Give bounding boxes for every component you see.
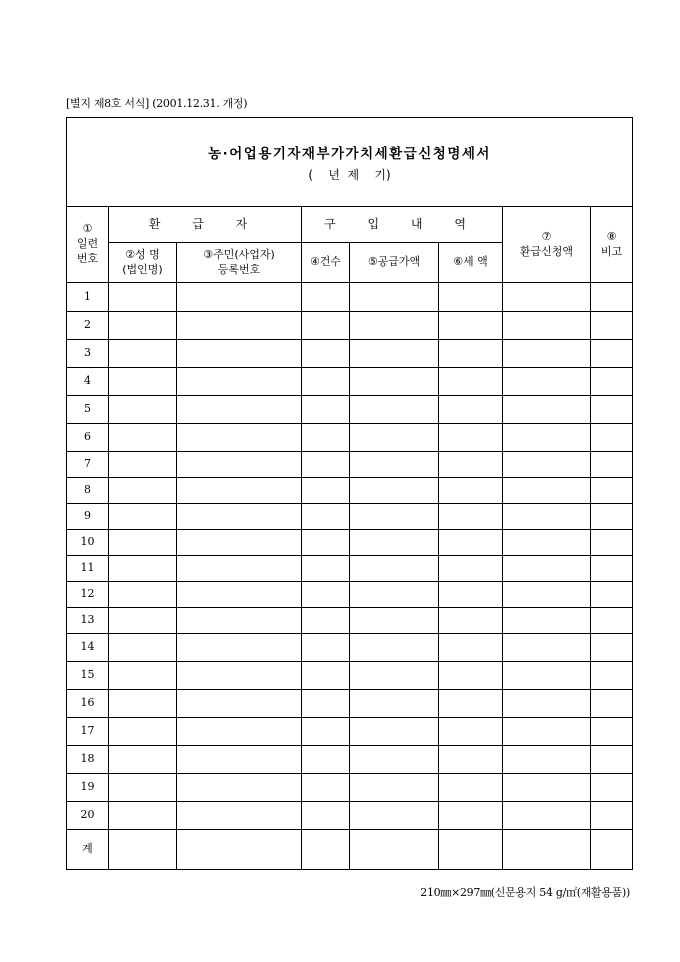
count-cell[interactable]	[302, 634, 350, 662]
table-row	[67, 530, 633, 556]
remarks-cell[interactable]	[591, 424, 633, 452]
tax-amount-cell[interactable]	[439, 634, 503, 662]
supply-value-cell[interactable]	[350, 774, 439, 802]
total-row	[67, 830, 633, 870]
tax-amount-cell[interactable]	[439, 368, 503, 396]
remarks-cell[interactable]	[591, 504, 633, 530]
count-cell[interactable]	[302, 396, 350, 424]
supply-value-cell[interactable]	[350, 424, 439, 452]
remarks-cell[interactable]	[591, 746, 633, 774]
total-registration-cell[interactable]	[177, 830, 302, 870]
refund-amount-cell[interactable]	[503, 718, 591, 746]
tax-amount-cell[interactable]	[439, 452, 503, 478]
table-row	[67, 608, 633, 634]
table-row	[67, 718, 633, 746]
name-cell[interactable]	[109, 283, 177, 312]
refund-amount-cell[interactable]	[503, 746, 591, 774]
total-name-cell[interactable]	[109, 830, 177, 870]
total-refund-amount-cell[interactable]	[503, 830, 591, 870]
name-cell[interactable]	[109, 582, 177, 608]
registration-number-cell[interactable]	[177, 452, 302, 478]
purchase-details-header: 구 입 내 역	[302, 207, 503, 243]
tax-amount-cell[interactable]	[439, 424, 503, 452]
refund-amount-cell[interactable]	[503, 662, 591, 690]
table-row	[67, 634, 633, 662]
remarks-cell[interactable]	[591, 396, 633, 424]
row-number: 15	[67, 662, 109, 690]
count-cell[interactable]	[302, 312, 350, 340]
registration-number-cell[interactable]	[177, 424, 302, 452]
table-row	[67, 582, 633, 608]
registration-number-header: ③주민(사업자) 등록번호	[177, 243, 302, 283]
tax-amount-cell[interactable]	[439, 283, 503, 312]
supply-value-cell[interactable]	[350, 582, 439, 608]
registration-number-cell[interactable]	[177, 504, 302, 530]
row-number: 19	[67, 774, 109, 802]
table-row	[67, 774, 633, 802]
tax-amount-cell[interactable]	[439, 690, 503, 718]
remarks-cell[interactable]	[591, 368, 633, 396]
refund-amount-cell[interactable]	[503, 504, 591, 530]
table-row	[67, 340, 633, 368]
name-cell[interactable]	[109, 802, 177, 830]
table-row	[67, 478, 633, 504]
remarks-cell[interactable]	[591, 478, 633, 504]
row-number: 6	[67, 424, 109, 452]
row-number: 20	[67, 802, 109, 830]
count-cell[interactable]	[302, 556, 350, 582]
remarks-cell[interactable]	[591, 802, 633, 830]
row-number: 17	[67, 718, 109, 746]
name-cell[interactable]	[109, 452, 177, 478]
name-cell[interactable]	[109, 504, 177, 530]
count-cell[interactable]	[302, 452, 350, 478]
supply-value-cell[interactable]	[350, 530, 439, 556]
table-row	[67, 424, 633, 452]
table-row	[67, 690, 633, 718]
supply-value-cell[interactable]	[350, 690, 439, 718]
row-number: 12	[67, 582, 109, 608]
table-row	[67, 283, 633, 312]
name-cell[interactable]	[109, 662, 177, 690]
total-remarks-cell[interactable]	[591, 830, 633, 870]
paper-spec-note: 210㎜×297㎜(신문용지 54 g/㎡(재활용품))	[420, 886, 630, 899]
registration-number-cell[interactable]	[177, 718, 302, 746]
tax-amount-cell[interactable]	[439, 746, 503, 774]
total-supply-value-cell[interactable]	[350, 830, 439, 870]
table-row	[67, 802, 633, 830]
serial-header: ① 일련 번호	[67, 207, 109, 283]
count-cell[interactable]	[302, 690, 350, 718]
supply-value-cell[interactable]	[350, 283, 439, 312]
name-cell[interactable]	[109, 746, 177, 774]
count-cell[interactable]	[302, 582, 350, 608]
supply-value-cell[interactable]	[350, 634, 439, 662]
name-cell[interactable]	[109, 530, 177, 556]
form-title: 농·어업용기자재부가가치세환급신청명세서	[208, 145, 491, 162]
remarks-cell[interactable]	[591, 608, 633, 634]
registration-number-cell[interactable]	[177, 802, 302, 830]
title-row	[67, 118, 633, 207]
name-cell[interactable]	[109, 340, 177, 368]
table-row	[67, 312, 633, 340]
tax-amount-cell[interactable]	[439, 774, 503, 802]
row-number: 3	[67, 340, 109, 368]
remarks-cell[interactable]	[591, 690, 633, 718]
refund-amount-cell[interactable]	[503, 283, 591, 312]
supply-value-cell[interactable]	[350, 556, 439, 582]
registration-number-cell[interactable]	[177, 312, 302, 340]
registration-number-cell[interactable]	[177, 774, 302, 802]
count-header: ④건수	[302, 243, 350, 283]
total-count-cell[interactable]	[302, 830, 350, 870]
count-cell[interactable]	[302, 368, 350, 396]
tax-amount-cell[interactable]	[439, 312, 503, 340]
refund-amount-cell[interactable]	[503, 478, 591, 504]
row-number: 8	[67, 478, 109, 504]
tax-amount-cell[interactable]	[439, 802, 503, 830]
table-row	[67, 662, 633, 690]
tax-amount-cell[interactable]	[439, 478, 503, 504]
table-row	[67, 396, 633, 424]
table-row	[67, 556, 633, 582]
name-cell[interactable]	[109, 478, 177, 504]
refund-amount-cell[interactable]	[503, 582, 591, 608]
remarks-cell[interactable]	[591, 718, 633, 746]
supply-value-cell[interactable]	[350, 396, 439, 424]
supply-value-cell[interactable]	[350, 802, 439, 830]
refund-recipient-header: 환 급 자	[109, 207, 302, 243]
registration-number-cell[interactable]	[177, 283, 302, 312]
supply-value-cell[interactable]	[350, 368, 439, 396]
table-row	[67, 368, 633, 396]
supply-value-cell[interactable]	[350, 718, 439, 746]
refund-amount-cell[interactable]	[503, 530, 591, 556]
tax-amount-cell[interactable]	[439, 662, 503, 690]
name-cell[interactable]	[109, 396, 177, 424]
refund-amount-cell[interactable]	[503, 774, 591, 802]
row-number: 2	[67, 312, 109, 340]
count-cell[interactable]	[302, 662, 350, 690]
name-cell[interactable]	[109, 608, 177, 634]
form-period: ( 년 제 기)	[308, 168, 391, 183]
registration-number-cell[interactable]	[177, 582, 302, 608]
tax-amount-cell[interactable]	[439, 608, 503, 634]
supply-value-cell[interactable]	[350, 662, 439, 690]
remarks-cell[interactable]	[591, 556, 633, 582]
count-cell[interactable]	[302, 478, 350, 504]
remarks-cell[interactable]	[591, 662, 633, 690]
supply-value-header: ⑤공급가액	[350, 243, 439, 283]
supply-value-cell[interactable]	[350, 478, 439, 504]
refund-amount-cell[interactable]	[503, 340, 591, 368]
name-cell[interactable]	[109, 312, 177, 340]
name-cell[interactable]	[109, 556, 177, 582]
count-cell[interactable]	[302, 802, 350, 830]
row-number: 9	[67, 504, 109, 530]
refund-amount-cell[interactable]	[503, 452, 591, 478]
count-cell[interactable]	[302, 283, 350, 312]
table-row	[67, 504, 633, 530]
total-label: 계	[67, 830, 109, 870]
count-cell[interactable]	[302, 340, 350, 368]
tax-amount-header: ⑥세 액	[439, 243, 503, 283]
supply-value-cell[interactable]	[350, 312, 439, 340]
name-header: ②성 명 (법인명)	[109, 243, 177, 283]
refund-amount-cell[interactable]	[503, 312, 591, 340]
registration-number-cell[interactable]	[177, 340, 302, 368]
remarks-cell[interactable]	[591, 452, 633, 478]
row-number: 11	[67, 556, 109, 582]
refund-amount-cell[interactable]	[503, 556, 591, 582]
count-cell[interactable]	[302, 718, 350, 746]
count-cell[interactable]	[302, 608, 350, 634]
registration-number-cell[interactable]	[177, 478, 302, 504]
tax-amount-cell[interactable]	[439, 340, 503, 368]
supply-value-cell[interactable]	[350, 452, 439, 478]
registration-number-cell[interactable]	[177, 556, 302, 582]
count-cell[interactable]	[302, 746, 350, 774]
refund-amount-cell[interactable]	[503, 802, 591, 830]
header-row-1	[67, 207, 633, 243]
registration-number-cell[interactable]	[177, 690, 302, 718]
remarks-cell[interactable]	[591, 634, 633, 662]
table-row	[67, 746, 633, 774]
row-number: 13	[67, 608, 109, 634]
supply-value-cell[interactable]	[350, 340, 439, 368]
registration-number-cell[interactable]	[177, 634, 302, 662]
registration-number-cell[interactable]	[177, 530, 302, 556]
tax-amount-cell[interactable]	[439, 718, 503, 746]
refund-amount-cell[interactable]	[503, 690, 591, 718]
title-cell	[67, 118, 633, 207]
row-number: 7	[67, 452, 109, 478]
row-number: 10	[67, 530, 109, 556]
tax-amount-cell[interactable]	[439, 504, 503, 530]
refund-amount-cell[interactable]	[503, 368, 591, 396]
name-cell[interactable]	[109, 690, 177, 718]
refund-amount-cell[interactable]	[503, 396, 591, 424]
supply-value-cell[interactable]	[350, 746, 439, 774]
registration-number-cell[interactable]	[177, 368, 302, 396]
tax-amount-cell[interactable]	[439, 530, 503, 556]
count-cell[interactable]	[302, 774, 350, 802]
form-reference: [별지 제8호 서식] (2001.12.31. 개정)	[66, 97, 248, 110]
refund-amount-header: ⑦ 환급신청액	[503, 207, 591, 283]
refund-amount-cell[interactable]	[503, 608, 591, 634]
remarks-cell[interactable]	[591, 312, 633, 340]
count-cell[interactable]	[302, 530, 350, 556]
registration-number-cell[interactable]	[177, 662, 302, 690]
remarks-header: ⑧ 비고	[591, 207, 633, 283]
registration-number-cell[interactable]	[177, 396, 302, 424]
row-number: 1	[67, 283, 109, 312]
name-cell[interactable]	[109, 368, 177, 396]
refund-statement-table	[66, 117, 633, 870]
row-number: 16	[67, 690, 109, 718]
registration-number-cell[interactable]	[177, 746, 302, 774]
row-number: 5	[67, 396, 109, 424]
remarks-cell[interactable]	[591, 340, 633, 368]
remarks-cell[interactable]	[591, 283, 633, 312]
row-number: 4	[67, 368, 109, 396]
name-cell[interactable]	[109, 718, 177, 746]
supply-value-cell[interactable]	[350, 504, 439, 530]
table-row	[67, 452, 633, 478]
remarks-cell[interactable]	[591, 530, 633, 556]
name-cell[interactable]	[109, 634, 177, 662]
row-number: 18	[67, 746, 109, 774]
refund-amount-cell[interactable]	[503, 634, 591, 662]
tax-amount-cell[interactable]	[439, 556, 503, 582]
row-number: 14	[67, 634, 109, 662]
name-cell[interactable]	[109, 424, 177, 452]
supply-value-cell[interactable]	[350, 608, 439, 634]
registration-number-cell[interactable]	[177, 608, 302, 634]
remarks-cell[interactable]	[591, 774, 633, 802]
tax-amount-cell[interactable]	[439, 582, 503, 608]
count-cell[interactable]	[302, 424, 350, 452]
tax-amount-cell[interactable]	[439, 396, 503, 424]
refund-amount-cell[interactable]	[503, 424, 591, 452]
name-cell[interactable]	[109, 774, 177, 802]
total-tax-amount-cell[interactable]	[439, 830, 503, 870]
remarks-cell[interactable]	[591, 582, 633, 608]
count-cell[interactable]	[302, 504, 350, 530]
